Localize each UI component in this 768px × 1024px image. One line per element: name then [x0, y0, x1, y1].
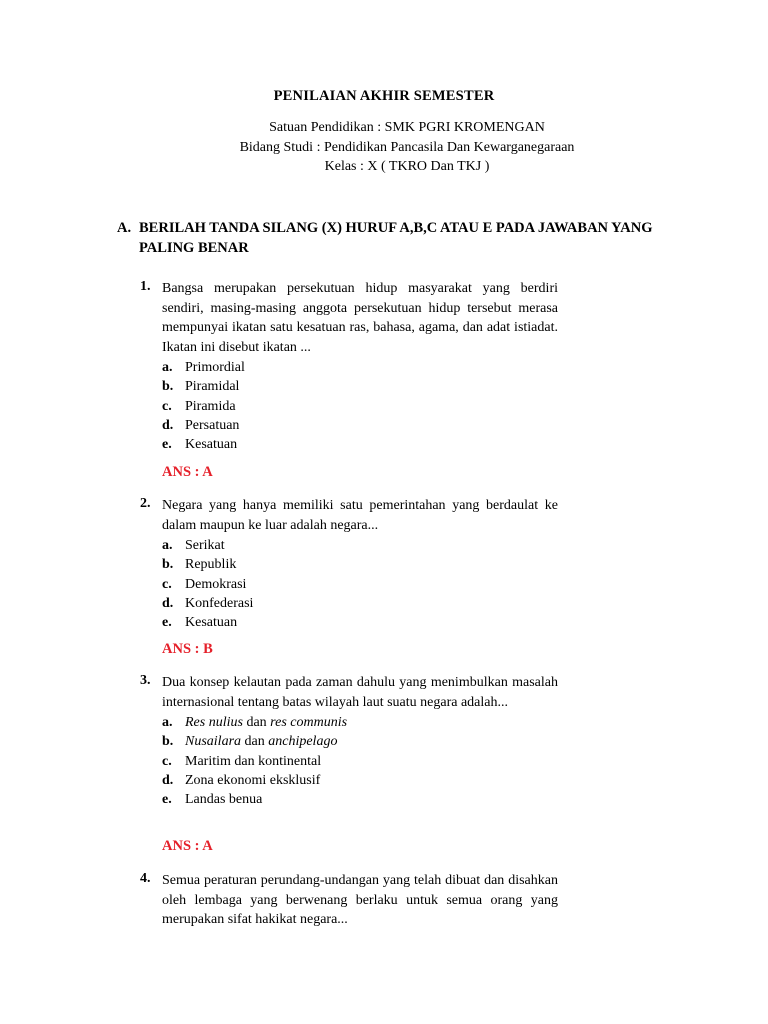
option-term-2: res communis: [270, 715, 348, 730]
page-title: PENILAIAN AKHIR SEMESTER: [273, 88, 495, 104]
option-letter: e.: [162, 792, 172, 808]
option-letter: c.: [162, 398, 172, 414]
option-letter: c.: [162, 576, 172, 592]
question-stem: Semua peraturan perundang-undangan yang telah dibuat dan disahkan oleh lembaga yang berwenang berlaku untuk semua orang yang merupakan sifat hakikat negara...: [162, 873, 558, 927]
option-term-1: Res nulius: [185, 715, 243, 730]
question-number: 3.: [140, 673, 151, 688]
option-d[interactable]: [162, 594, 558, 613]
option-list: [162, 358, 558, 454]
option-b[interactable]: [162, 377, 558, 396]
option-letter: d.: [162, 417, 174, 433]
option-text: Maritim dan kontinental: [185, 753, 322, 769]
section-letter: A.: [117, 220, 132, 236]
option-letter: d.: [162, 772, 174, 788]
option-text: Serikat: [185, 538, 225, 553]
question-4: [140, 871, 558, 930]
option-text: Kesatuan: [185, 437, 238, 453]
option-e[interactable]: [162, 790, 558, 809]
section-instruction: BERILAH TANDA SILANG (X) HURUF A,B,C ATAU E PADA JAWABAN YANG PALING BENAR: [139, 220, 653, 256]
option-e[interactable]: [162, 435, 558, 454]
option-text: Republik: [185, 557, 237, 573]
section-heading: [117, 218, 657, 258]
option-letter: b.: [162, 557, 174, 573]
answer-1: ANS : A: [162, 464, 213, 480]
option-text: Persatuan: [185, 417, 240, 433]
option-connector: dan: [241, 734, 269, 750]
option-text: Demokrasi: [185, 576, 247, 592]
option-a[interactable]: [162, 358, 558, 377]
option-c[interactable]: [162, 397, 558, 416]
option-text: Primordial: [185, 360, 245, 375]
subject-line: Bidang Studi : Pendidikan Pancasila Dan Kewarganegaraan: [239, 139, 575, 155]
option-text: Piramida: [185, 398, 236, 414]
exam-info: [0, 118, 768, 177]
option-b[interactable]: [162, 555, 558, 574]
option-letter: a.: [162, 360, 173, 375]
option-list: [162, 536, 558, 632]
option-letter: e.: [162, 437, 172, 453]
option-d[interactable]: [162, 771, 558, 790]
option-term-2: anchipelago: [268, 734, 338, 750]
option-connector: dan: [242, 715, 271, 730]
option-letter: e.: [162, 615, 172, 631]
option-text: Piramidal: [185, 379, 240, 395]
option-a[interactable]: [162, 713, 558, 732]
option-d[interactable]: [162, 416, 558, 435]
option-letter: a.: [162, 538, 173, 553]
option-letter: b.: [162, 379, 174, 395]
option-text: Konfederasi: [185, 595, 254, 611]
option-letter: b.: [162, 734, 174, 750]
option-text: Kesatuan: [185, 615, 238, 631]
question-stem: Bangsa merupakan persekutuan hidup masyarakat yang berdiri sendiri, masing-masing anggota persekutuan hidup tersebut merasa mempunyai ikatan satu kesatuan ras, bahasa, agama, dan adat istiadat. Ikatan ini disebut ikatan ...: [162, 281, 558, 355]
option-list: [162, 713, 558, 809]
option-term-1: Nusailara: [185, 734, 242, 750]
option-text: Zona ekonomi eksklusif: [185, 772, 321, 788]
question-number: 4.: [140, 871, 151, 886]
question-3: [140, 673, 558, 809]
question-stem: Dua konsep kelautan pada zaman dahulu yang menimbulkan masalah internasional tentang batas wilayah laut suatu negara adalah...: [162, 675, 558, 710]
answer-2: ANS : B: [162, 641, 213, 657]
question-number: 2.: [140, 496, 151, 511]
question-stem: Negara yang hanya memiliki satu pemerintahan yang berdaulat ke dalam maupun ke luar adalah negara...: [162, 498, 558, 533]
question-2: [140, 496, 558, 632]
option-b[interactable]: [162, 732, 558, 751]
option-letter: c.: [162, 753, 172, 769]
option-e[interactable]: [162, 613, 558, 632]
option-letter: d.: [162, 595, 174, 611]
option-letter: a.: [162, 715, 173, 730]
option-c[interactable]: [162, 752, 558, 771]
class-line: Kelas : X ( TKRO Dan TKJ ): [324, 159, 490, 174]
question-number: 1.: [140, 279, 151, 294]
option-a[interactable]: [162, 536, 558, 555]
school-line: Satuan Pendidikan : SMK PGRI KROMENGAN: [269, 120, 545, 135]
question-1: [140, 279, 558, 454]
option-text: Landas benua: [185, 792, 263, 808]
answer-3: ANS : A: [162, 838, 213, 854]
option-c[interactable]: [162, 575, 558, 594]
